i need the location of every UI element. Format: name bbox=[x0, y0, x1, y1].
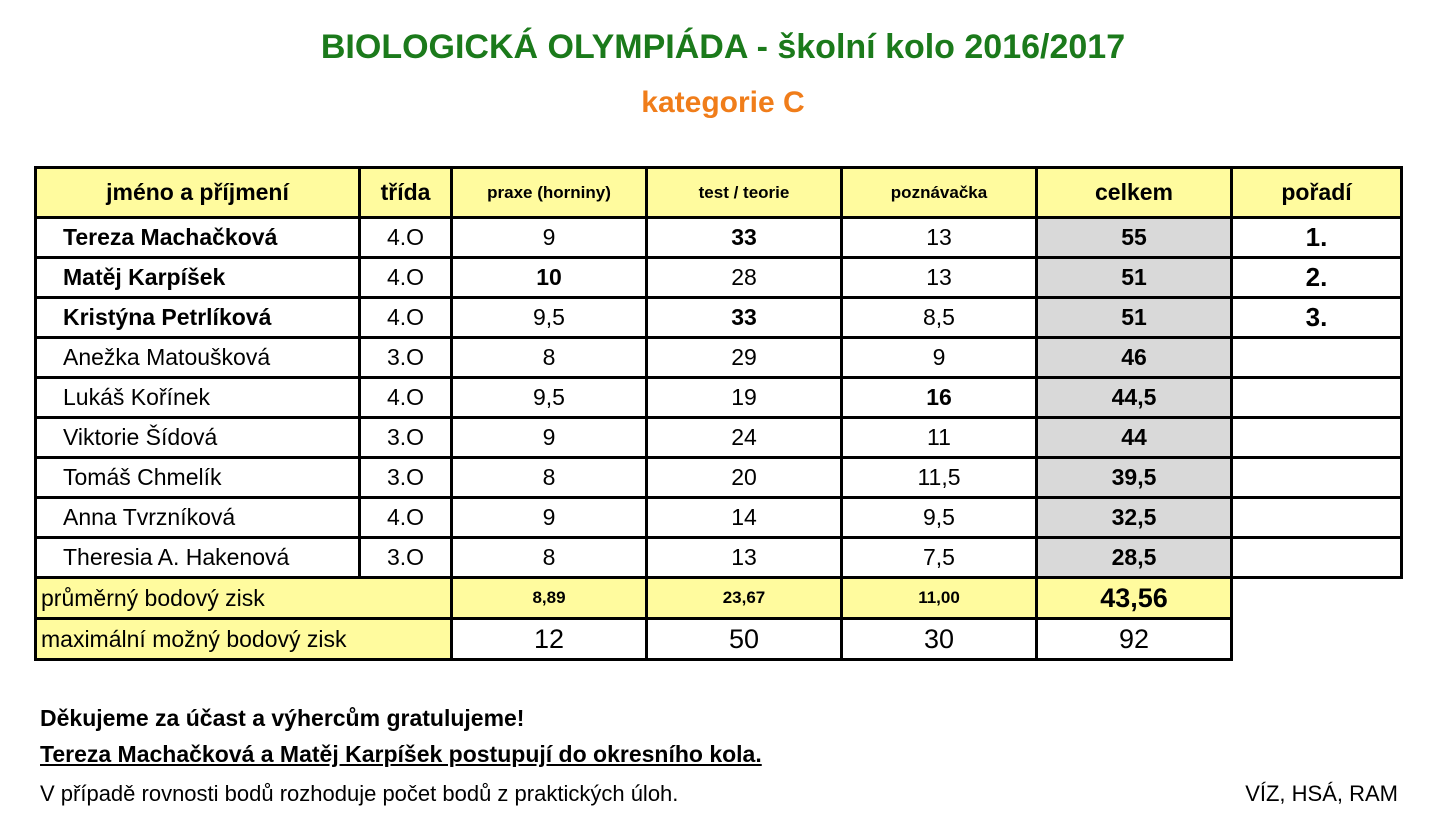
rank: 3. bbox=[1232, 298, 1402, 338]
test-score: 20 bbox=[647, 458, 842, 498]
practical-score: 8 bbox=[452, 338, 647, 378]
test-score: 24 bbox=[647, 418, 842, 458]
rank bbox=[1232, 458, 1402, 498]
test-score: 14 bbox=[647, 498, 842, 538]
authors-initials: VÍZ, HSÁ, RAM bbox=[1245, 781, 1398, 806]
average-total: 43,56 bbox=[1037, 578, 1232, 619]
student-class: 3.O bbox=[360, 338, 452, 378]
student-class: 4.O bbox=[360, 218, 452, 258]
identification-score: 11,5 bbox=[842, 458, 1037, 498]
tie-break-note: V případě rovnosti bodů rozhoduje počet bodů z praktických úloh. bbox=[40, 781, 679, 806]
page-title: BIOLOGICKÁ OLYMPIÁDA - školní kolo 2016/2017 bbox=[320, 28, 1126, 66]
test-score: 29 bbox=[647, 338, 842, 378]
practical-score: 8 bbox=[452, 458, 647, 498]
student-class: 3.O bbox=[360, 538, 452, 578]
total-score: 28,5 bbox=[1037, 538, 1232, 578]
total-score: 55 bbox=[1037, 218, 1232, 258]
student-name: Tereza Machačková bbox=[36, 218, 360, 258]
maximum-test: 50 bbox=[647, 619, 842, 660]
student-name: Lukáš Kořínek bbox=[36, 378, 360, 418]
header-total: celkem bbox=[1037, 168, 1232, 218]
practical-score: 9,5 bbox=[452, 298, 647, 338]
identification-score: 8,5 bbox=[842, 298, 1037, 338]
rank: 1. bbox=[1232, 218, 1402, 258]
test-score: 33 bbox=[647, 218, 842, 258]
table-row bbox=[36, 258, 1402, 298]
student-class: 4.O bbox=[360, 498, 452, 538]
table-row bbox=[36, 458, 1402, 498]
category-subtitle: kategorie C bbox=[641, 86, 805, 119]
student-name: Kristýna Petrlíková bbox=[36, 298, 360, 338]
results-table bbox=[34, 166, 1403, 661]
table-row bbox=[36, 538, 1402, 578]
header-name: jméno a příjmení bbox=[36, 168, 360, 218]
total-score: 32,5 bbox=[1037, 498, 1232, 538]
maximum-total: 92 bbox=[1037, 619, 1232, 660]
header-rank: pořadí bbox=[1232, 168, 1402, 218]
header-practical: praxe (horniny) bbox=[452, 168, 647, 218]
practical-score: 9 bbox=[452, 418, 647, 458]
total-score: 46 bbox=[1037, 338, 1232, 378]
identification-score: 13 bbox=[842, 258, 1037, 298]
student-name: Viktorie Šídová bbox=[36, 418, 360, 458]
identification-score: 13 bbox=[842, 218, 1037, 258]
header-test: test / teorie bbox=[647, 168, 842, 218]
average-label: průměrný bodový zisk bbox=[36, 578, 452, 619]
test-score: 13 bbox=[647, 538, 842, 578]
test-score: 28 bbox=[647, 258, 842, 298]
maximum-label: maximální možný bodový zisk bbox=[36, 619, 452, 660]
table-row bbox=[36, 338, 1402, 378]
identification-score: 16 bbox=[842, 378, 1037, 418]
empty-cell bbox=[1232, 619, 1402, 660]
advance-text: Tereza Machačková a Matěj Karpíšek postupují do okresního kola. bbox=[40, 741, 762, 767]
maximum-practical: 12 bbox=[452, 619, 647, 660]
table-row bbox=[36, 378, 1402, 418]
rank bbox=[1232, 378, 1402, 418]
practical-score: 9 bbox=[452, 218, 647, 258]
total-score: 51 bbox=[1037, 258, 1232, 298]
identification-score: 11 bbox=[842, 418, 1037, 458]
identification-score: 9,5 bbox=[842, 498, 1037, 538]
rank bbox=[1232, 498, 1402, 538]
student-name: Theresia A. Hakenová bbox=[36, 538, 360, 578]
student-class: 4.O bbox=[360, 298, 452, 338]
average-practical: 8,89 bbox=[452, 578, 647, 619]
table-row bbox=[36, 218, 1402, 258]
empty-cell bbox=[1232, 578, 1402, 619]
rank bbox=[1232, 338, 1402, 378]
identification-score: 7,5 bbox=[842, 538, 1037, 578]
total-score: 39,5 bbox=[1037, 458, 1232, 498]
total-score: 44,5 bbox=[1037, 378, 1232, 418]
maximum-identification: 30 bbox=[842, 619, 1037, 660]
table-row bbox=[36, 418, 1402, 458]
student-name: Tomáš Chmelík bbox=[36, 458, 360, 498]
student-class: 4.O bbox=[360, 258, 452, 298]
header-row bbox=[36, 168, 1402, 218]
student-name: Anežka Matoušková bbox=[36, 338, 360, 378]
table-row bbox=[36, 298, 1402, 338]
maximum-row bbox=[36, 619, 1402, 660]
student-name: Matěj Karpíšek bbox=[36, 258, 360, 298]
practical-score: 9 bbox=[452, 498, 647, 538]
practical-score: 9,5 bbox=[452, 378, 647, 418]
thanks-text: Děkujeme za účast a výhercům gratulujeme! bbox=[40, 705, 525, 731]
student-name: Anna Tvrzníková bbox=[36, 498, 360, 538]
practical-score: 10 bbox=[452, 258, 647, 298]
student-class: 4.O bbox=[360, 378, 452, 418]
rank bbox=[1232, 538, 1402, 578]
average-identification: 11,00 bbox=[842, 578, 1037, 619]
test-score: 19 bbox=[647, 378, 842, 418]
average-test: 23,67 bbox=[647, 578, 842, 619]
rank: 2. bbox=[1232, 258, 1402, 298]
total-score: 44 bbox=[1037, 418, 1232, 458]
rank bbox=[1232, 418, 1402, 458]
total-score: 51 bbox=[1037, 298, 1232, 338]
header-identification: poznávačka bbox=[842, 168, 1037, 218]
test-score: 33 bbox=[647, 298, 842, 338]
header-class: třída bbox=[360, 168, 452, 218]
student-class: 3.O bbox=[360, 458, 452, 498]
practical-score: 8 bbox=[452, 538, 647, 578]
table-row bbox=[36, 498, 1402, 538]
identification-score: 9 bbox=[842, 338, 1037, 378]
student-class: 3.O bbox=[360, 418, 452, 458]
average-row bbox=[36, 578, 1402, 619]
